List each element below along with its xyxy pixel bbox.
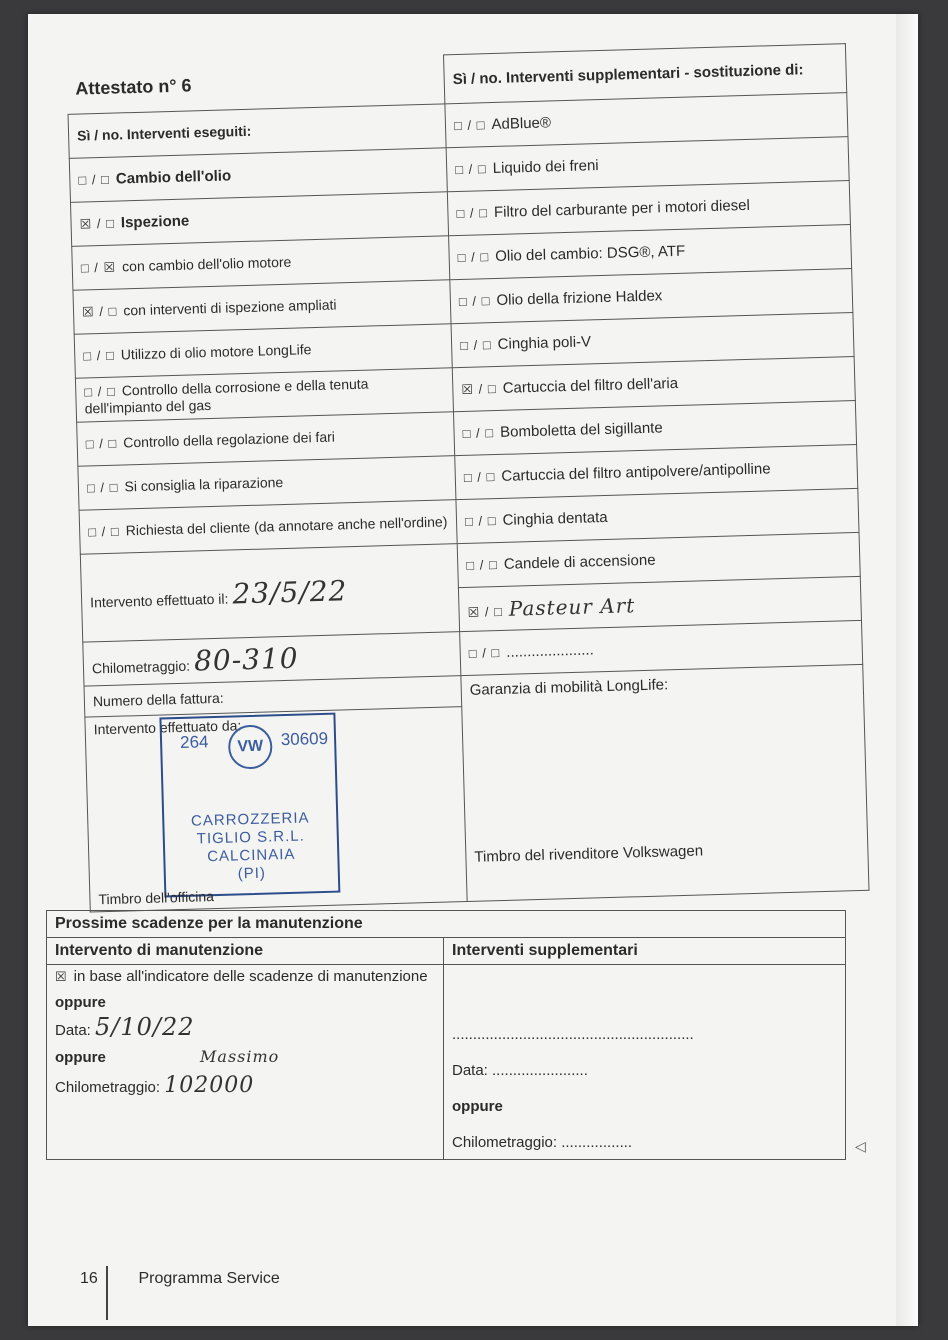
- chilometraggio-handwritten: 80-310: [193, 641, 300, 678]
- stamp-right-number: 30609: [280, 728, 329, 750]
- effettuato-da-label: Intervento effettuato da:: [93, 717, 242, 738]
- schedule-table: [46, 910, 846, 1160]
- triangle-left-icon: ◁: [855, 1138, 866, 1154]
- right-item: AdBlue®: [491, 114, 552, 134]
- oppure-label: oppure: [55, 1049, 106, 1066]
- checkbox-icon: □ / □: [86, 479, 119, 496]
- page-footer: [80, 1270, 280, 1288]
- stamp-line: CALCINAIA: [206, 845, 296, 866]
- checkbox-checked-icon: ☒ / □: [461, 380, 497, 397]
- checkbox-icon: □ / □: [468, 645, 501, 661]
- checkbox-icon: □ / □: [84, 383, 117, 400]
- right-item: Cartuccia del filtro dell'aria: [502, 374, 679, 397]
- checkbox-icon: □ / □: [455, 161, 487, 178]
- timbro-officina-label: Timbro dell'officina: [98, 888, 215, 908]
- checkbox-icon: □ / □: [463, 469, 496, 485]
- stamp-line: TIGLIO S.R.L.: [196, 827, 306, 848]
- right-item: Cinghia dentata: [502, 508, 608, 529]
- schedule-data-label: Data:: [55, 1022, 91, 1039]
- checkbox-icon: □ / □: [458, 293, 491, 310]
- schedule-data-handwritten: 5/10/22: [95, 1013, 195, 1041]
- workshop-stamp: [159, 713, 340, 898]
- left-header: Sì / no. Interventi eseguiti:: [76, 122, 252, 144]
- schedule-right-dots: ..........................................................: [452, 1026, 694, 1043]
- footer-divider: [106, 1266, 108, 1320]
- left-item: con cambio dell'olio motore: [121, 253, 292, 275]
- checkbox-icon: □ / □: [462, 425, 495, 441]
- document-page: [28, 14, 918, 1326]
- left-item: Richiesta del cliente (da annotare anche nell'ordine): [125, 513, 448, 539]
- garanzia-label: Garanzia di mobilità LongLife:: [469, 676, 669, 699]
- timbro-rivenditore-label: Timbro del rivenditore Volkswagen: [474, 842, 704, 866]
- right-item: Filtro del carburante per i motori diesel: [493, 196, 751, 221]
- checkbox-icon: □ / □: [464, 513, 497, 529]
- schedule-col-right: Interventi supplementari: [444, 938, 846, 965]
- fattura-label: Numero della fattura:: [92, 689, 224, 709]
- checkbox-checked-icon: ☒ / □: [81, 303, 118, 320]
- left-item: Ispezione: [120, 212, 190, 232]
- right-item: .....................: [506, 641, 595, 661]
- left-item: Utilizzo di olio motore LongLife: [120, 341, 312, 363]
- right-item: Olio della frizione Haldex: [496, 287, 663, 309]
- checkbox-checked-icon: □ / ☒: [80, 259, 117, 276]
- intervento-date-handwritten: 23/5/22: [231, 574, 348, 611]
- page-number: 16: [80, 1270, 98, 1287]
- left-item: Cambio dell'olio: [115, 167, 232, 188]
- attestato-table: [66, 43, 869, 912]
- checkbox-checked-icon: ☒: [55, 969, 68, 984]
- oppure-label: oppure: [55, 994, 106, 1011]
- vw-logo-icon: VW: [228, 724, 273, 769]
- chilometraggio-label: Chilometraggio:: [91, 657, 191, 677]
- right-item: Cinghia poli-V: [497, 333, 592, 353]
- left-item: con interventi di ispezione ampliati: [123, 296, 337, 319]
- stamp-left-number: 264: [179, 732, 209, 752]
- intervento-label: Intervento effettuato il:: [89, 590, 229, 611]
- attestato-title: Attestato n° 6: [75, 75, 192, 99]
- attestato-sheet: [66, 43, 869, 914]
- checkbox-icon: □ / □: [85, 435, 118, 452]
- oppure-label: oppure: [452, 1098, 503, 1115]
- checkbox-checked-icon: ☒ / □: [79, 215, 116, 232]
- stamp-line: (PI): [237, 864, 267, 883]
- left-item: Controllo della regolazione dei fari: [123, 428, 336, 451]
- left-item: Si consiglia la riparazione: [124, 473, 284, 495]
- checkbox-icon: □ / □: [87, 523, 120, 540]
- checkbox-icon: □ / □: [78, 171, 111, 188]
- page-edge: [896, 14, 918, 1326]
- stamp-line: CARROZZERIA: [190, 809, 310, 830]
- right-item: Cartuccia del filtro antipolvere/antipolline: [501, 460, 771, 485]
- schedule-right-chilometraggio: Chilometraggio: .................: [452, 1134, 633, 1151]
- right-item: Bomboletta del sigillante: [499, 419, 663, 441]
- footer-section: Programma Service: [138, 1270, 280, 1287]
- right-item: Olio del cambio: DSG®, ATF: [494, 242, 686, 265]
- checkbox-checked-icon: ☒ / □: [467, 603, 504, 620]
- checkbox-icon: □ / □: [457, 249, 490, 266]
- right-item: Liquido dei freni: [492, 157, 599, 178]
- right-header: Sì / no. Interventi supplementari - sostituzione di:: [452, 60, 804, 88]
- checkbox-icon: □ / □: [466, 557, 499, 573]
- schedule-chilometraggio-handwritten: 102000: [164, 1073, 255, 1098]
- schedule-left-text: in base all'indicatore delle scadenze di manutenzione: [73, 968, 428, 985]
- checkbox-icon: □ / □: [453, 117, 486, 134]
- right-item-handwritten: Pasteur Art: [508, 592, 636, 621]
- schedule-right-data: Data: .......................: [452, 1062, 588, 1079]
- left-item: Controllo della corrosione e della tenuta dell'impianto del gas: [84, 375, 369, 417]
- schedule-col-left: Intervento di manutenzione: [47, 938, 444, 965]
- checkbox-icon: □ / □: [456, 205, 489, 222]
- checkbox-icon: □ / □: [83, 347, 116, 364]
- right-item: Candele di accensione: [503, 551, 656, 573]
- schedule-chilometraggio-label: Chilometraggio:: [55, 1079, 161, 1096]
- schedule-note-handwritten: Massimo: [200, 1047, 280, 1066]
- checkbox-icon: □ / □: [459, 337, 492, 353]
- schedule-title: Prossime scadenze per la manutenzione: [47, 911, 846, 938]
